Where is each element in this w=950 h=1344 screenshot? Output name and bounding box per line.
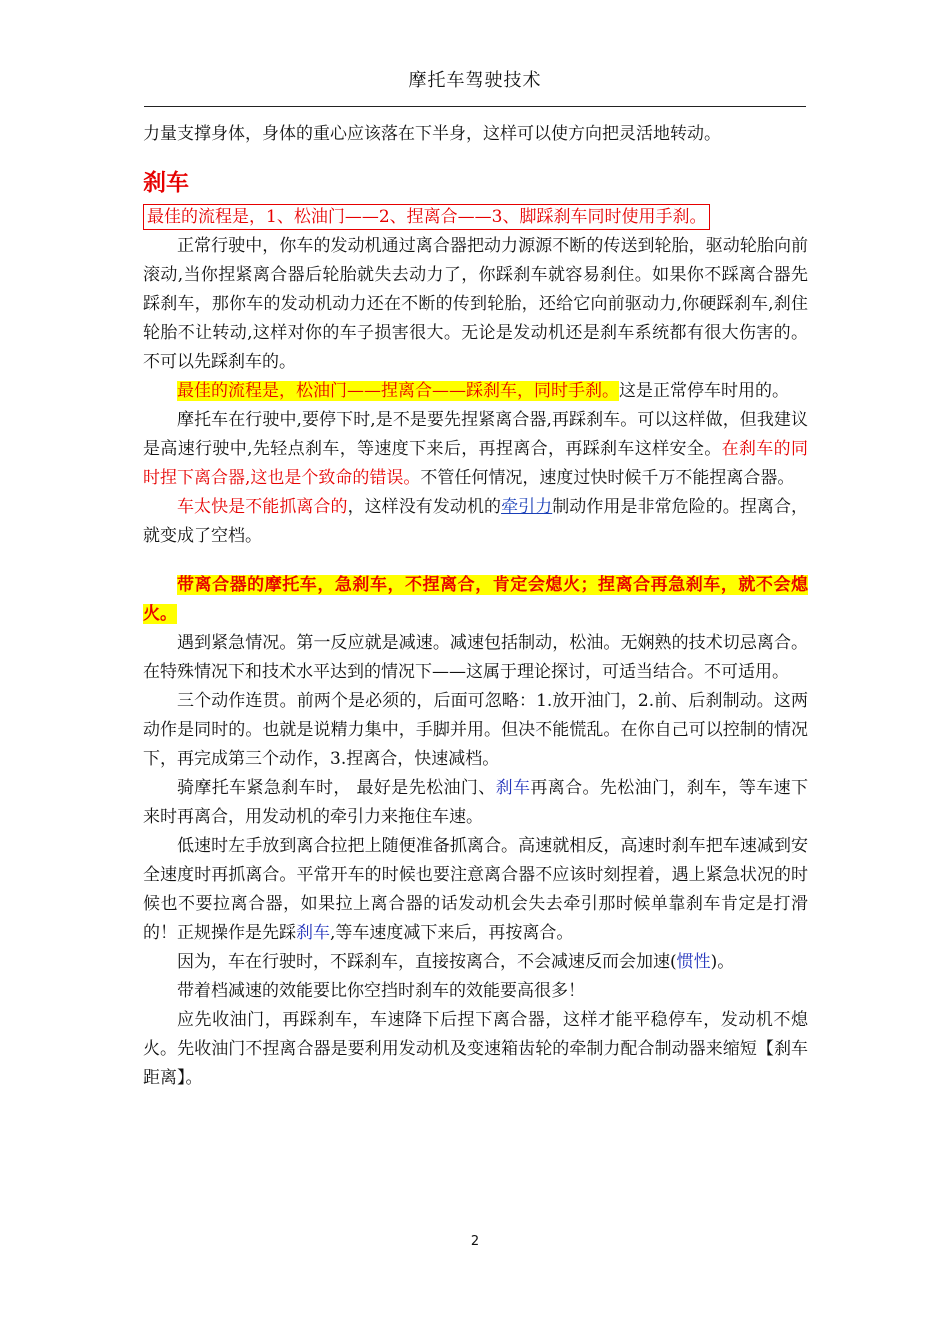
paragraph: 正常行驶中，你车的发动机通过离合器把动力源源不断的传送到轮胎，驱动轮胎向前滚动,当你捏紧离合器后轮胎就失去动力了，你踩刹车就容易刹住。如果你不踩离合器先踩刹车，那你车的发动机动力还在不断的传到轮胎，还给它向前驱动力,你硬踩刹车,刹住轮胎不让转动,这样对你的车子损害很大。无论是发动机还是刹车系统都有很大伤害的。不可以先踩刹车的。	[143, 236, 808, 372]
paragraph	[143, 493, 808, 551]
paragraph-text: 不管任何情况，速度过快时候千万不能捏离合器。	[420, 468, 795, 488]
paragraph-text: 再离合。先松油门，刹车，等车速下来时再离合，用发动机的牵引力来拖住车速。	[143, 778, 809, 827]
paragraph-text: 制动作用是非常危险的。捏离合，就变成了空档。	[143, 497, 809, 546]
boxed-summary: 最佳的流程是，1、松油门——2、捏离合——3、脚踩刹车同时使用手刹。	[143, 204, 710, 230]
paragraph	[143, 377, 808, 406]
paragraph-text: )。	[710, 952, 735, 972]
paragraph	[143, 571, 808, 629]
page-number: 2	[470, 1234, 480, 1249]
document-body	[143, 120, 808, 1093]
paragraph-text: 因为，车在行驶时，不踩刹车，直接按离合，不会减速反而会加速(	[177, 952, 677, 972]
paragraph-text: 这是正常停车时用的。	[619, 381, 789, 401]
paragraph	[143, 832, 808, 948]
paragraph	[143, 406, 808, 493]
highlighted-text: 最佳的流程是，松油门——捏离合——踩刹车，同时手刹。	[177, 381, 619, 401]
traction-link[interactable]: 牵引力	[501, 497, 553, 517]
brake-term: 刹车	[296, 923, 330, 943]
paragraph-text: 摩托车在行驶中,要停下时,是不是要先捏紧离合器,再踩刹车。可以这样做，但我建议是高速行驶中,先轻点刹车，等速度下来后，再捏离合，再踩刹车这样安全。	[143, 410, 808, 459]
warning-text: 在刹车的同时捏下离合器,这也是个致命的错误。	[143, 439, 809, 488]
inertia-term: 惯性	[676, 952, 711, 972]
paragraph	[143, 774, 808, 832]
paragraph-text: 低速时左手放到离合拉把上随便准备抓离合。高速就相反，高速时刹车把车速减到安全速度时再抓离合。平常开车的时候也要注意离合器不应该时刻捏着，遇上紧急状况的时候也不要拉离合器，如果拉上离合器的话发动机会失去牵引那时候单靠刹车肯定是打滑的！正规操作是先踩	[143, 836, 808, 943]
paragraph-text: 骑摩托车紧急刹车时， 最好是先松油门、	[177, 778, 496, 798]
paragraph: 应先收油门，再踩刹车，车速降下后捏下离合器，这样才能平稳停车，发动机不熄火。先收油门不捏离合器是要利用发动机及变速箱齿轮的牵制力配合制动器来缩短【刹车距离】。	[143, 1010, 808, 1088]
brake-term: 刹车	[495, 778, 531, 798]
spacer	[143, 551, 808, 571]
section-heading: 刹车	[143, 169, 189, 196]
paragraph-text: ,等车速度减下来后，再按离合。	[330, 923, 574, 943]
paragraph: 力量支撑身体，身体的重心应该落在下半身，这样可以使方向把灵活地转动。	[143, 124, 721, 144]
paragraph	[143, 948, 808, 977]
highlighted-bold-text: 带离合器的摩托车，急刹车，不捏离合，肯定会熄火；捏离合再急刹车，就不会熄火。	[143, 575, 808, 624]
paragraph-text: ，这样没有发动机的	[347, 497, 502, 517]
paragraph: 带着档减速的效能要比你空挡时刹车的效能要高很多！	[177, 981, 585, 1001]
page-header-title: 摩托车驾驶技术	[408, 70, 542, 91]
boxed-line	[143, 203, 808, 232]
header-divider	[144, 106, 806, 107]
warning-text: 车太快是不能抓离合的	[177, 497, 348, 517]
paragraph: 遇到紧急情况。第一反应就是减速。减速包括制动，松油。无娴熟的技术切忌离合。在特殊情况下和技术水平达到的情况下——这属于理论探讨，可适当结合。不可适用。	[143, 633, 808, 682]
paragraph: 三个动作连贯。前两个是必须的，后面可忽略：1.放开油门，2.前、后刹制动。这两动作是同时的。也就是说精力集中，手脚并用。但决不能慌乱。在你自己可以控制的情况下，再完成第三个动作，3.捏离合，快速减档。	[143, 691, 808, 769]
